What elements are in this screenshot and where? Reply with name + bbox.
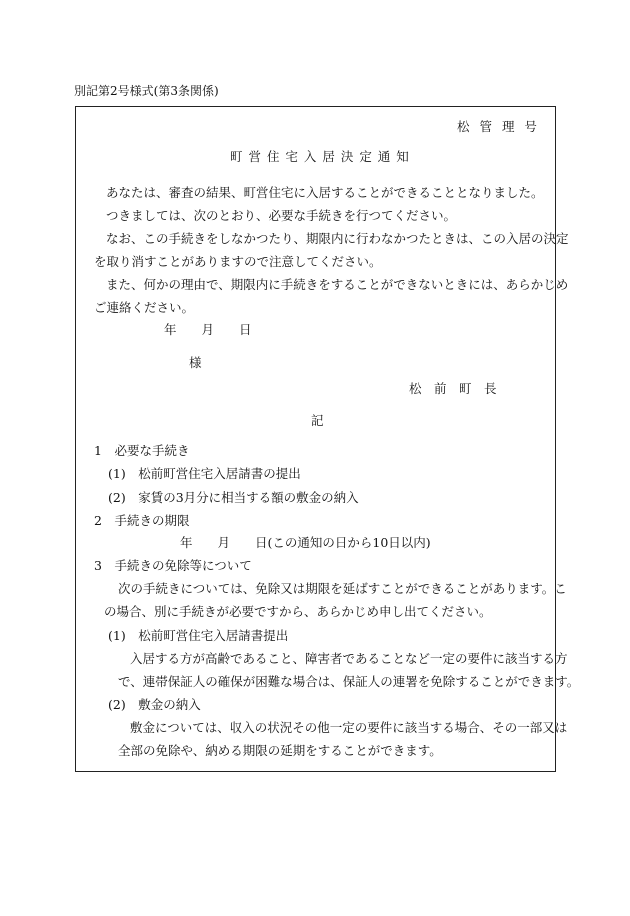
section-1-item-2: (2) 家賃の3月分に相当する額の敷金の納入 (108, 490, 359, 505)
body-paragraph-1: あなたは、審査の結果、町営住宅に入居することができることとなりました。 (106, 185, 544, 200)
section-3-item-1-text-2: で、連帯保証人の確保が困難な場合は、保証人の連署を免除することができます。 (118, 674, 580, 689)
section-3-item-2-text-1: 敷金については、収入の状況その他一定の要件に該当する場合、その一部又は (130, 720, 568, 735)
issuer-name: 松 前 町 長 (409, 381, 497, 396)
section-2-deadline: 年 月 日(この通知の日から10日以内) (180, 535, 431, 550)
body-paragraph-3-cont: を取り消すことがありますので注意してください。 (94, 254, 382, 269)
date-line: 年 月 日 (164, 322, 252, 337)
section-3-paragraph-2: の場合、別に手続きが必要ですから、あらかじめ申し出てください。 (104, 604, 492, 619)
section-3-item-2: (2) 敷金の納入 (108, 697, 201, 712)
body-paragraph-2: つきましては、次のとおり、必要な手続きを行つてください。 (106, 208, 457, 223)
section-2-heading: 2 手続きの期限 (94, 513, 190, 528)
body-paragraph-3: なお、この手続きをしなかつたり、期限内に行わなかつたときは、この入居の決定 (106, 231, 569, 246)
body-paragraph-4: また、何かの理由で、期限内に手続きをすることができないときには、あらかじめ (106, 277, 569, 292)
section-3-heading: 3 手続きの免除等について (94, 558, 252, 573)
body-paragraph-4-cont: ご連絡ください。 (94, 300, 195, 315)
addressee-sama: 様 (189, 355, 202, 370)
document-title: 町 営 住 宅 入 居 決 定 通 知 (230, 149, 409, 164)
document-number: 松 管 理 号 (457, 119, 537, 134)
section-3-paragraph-1: 次の手続きについては、免除又は期限を延ばすことができることがあります。こ (118, 581, 567, 596)
form-label: 別記第2号様式(第3条関係) (74, 84, 219, 98)
section-3-item-2-text-2: 全部の免除や、納める期限の延期をすることができます。 (118, 743, 442, 758)
section-1-item-1: (1) 松前町営住宅入居請書の提出 (108, 466, 301, 481)
section-1-heading: 1 必要な手続き (94, 443, 190, 458)
ki-marker: 記 (311, 413, 324, 428)
section-3-item-1: (1) 松前町営住宅入居請書提出 (108, 628, 289, 643)
section-3-item-1-text-1: 入居する方が高齢であること、障害者であることなど一定の要件に該当する方 (130, 651, 568, 666)
